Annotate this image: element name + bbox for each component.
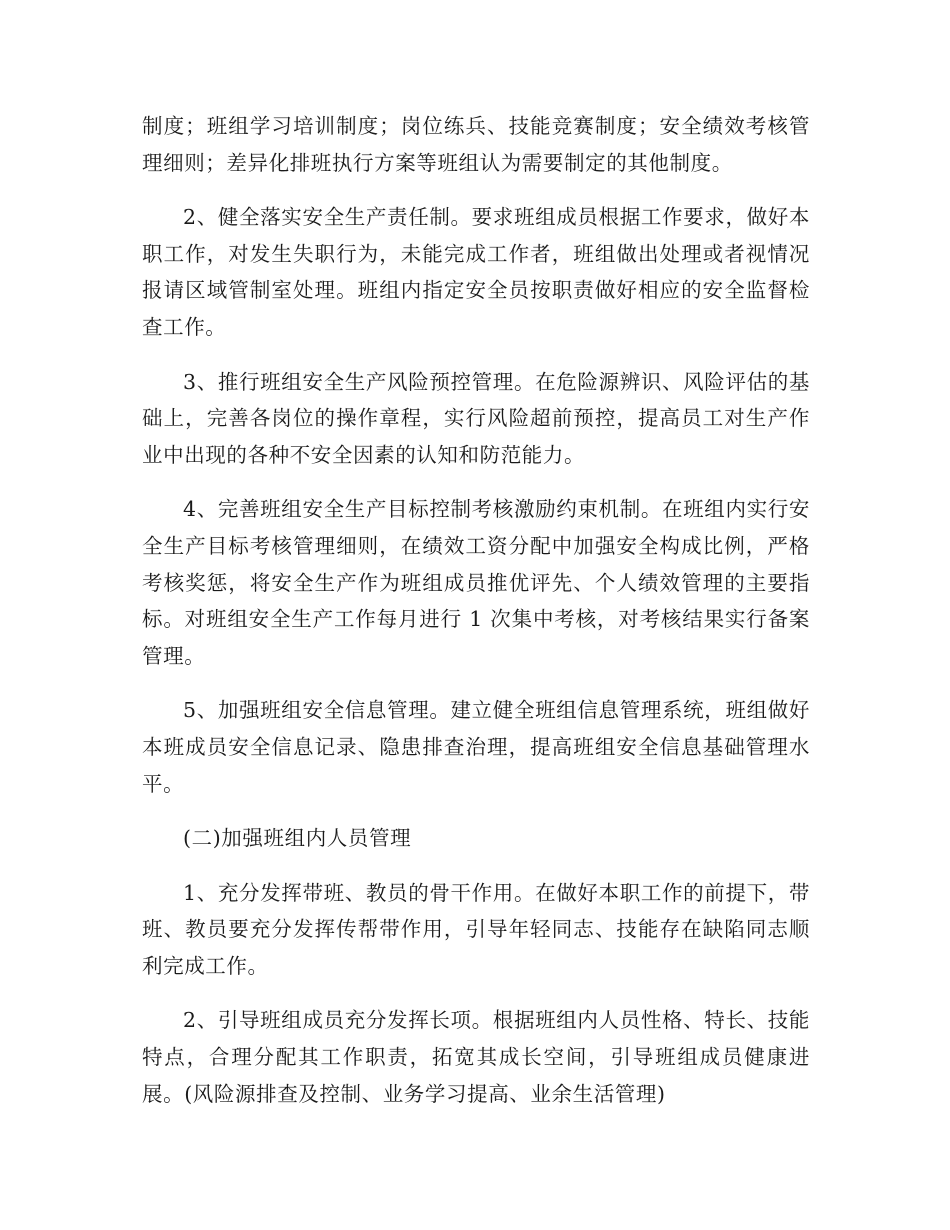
paragraph-item-4: 4、完善班组安全生产目标控制考核激励约束机制。在班组内实行安全生产目标考核管理细则，在绩效工资分配中加强安全构成比例，严格考核奖惩，将安全生产作为班组成员推优评先、个人绩效管理的主要指标。对班组安全生产工作每月进行 1 次集中考核，对考核结果实行备案管理。 [142,497,810,668]
paragraph-item-3: 3、推行班组安全生产风险预控管理。在危险源辨识、风险评估的基础上，完善各岗位的操作章程，实行风险超前预控，提高员工对生产作业中出现的各种不安全因素的认知和防范能力。 [142,369,810,467]
paragraph-item-2b: 2、引导班组成员充分发挥长项。根据班组内人员性格、特长、技能特点，合理分配其工作职责，拓宽其成长空间，引导班组成员健康进展。(风险源排查及控制、业务学习提高、业余生活管理) [142,1008,810,1106]
document-page [142,108,810,1112]
paragraph-item-5: 5、加强班组安全信息管理。建立健全班组信息管理系统，班组做好本班成员安全信息记录、隐患排查治理，提高班组安全信息基础管理水平。 [142,698,810,796]
paragraph-continuation: 制度；班组学习培训制度；岗位练兵、技能竞赛制度；安全绩效考核管理细则；差异化排班执行方案等班组认为需要制定的其他制度。 [142,114,810,175]
paragraph-item-1: 1、充分发挥带班、教员的骨干作用。在做好本职工作的前提下，带班、教员要充分发挥传帮带作用，引导年轻同志、技能存在缺陷同志顺利完成工作。 [142,880,810,978]
section-heading: (二)加强班组内人员管理 [183,826,412,851]
paragraph-item-2: 2、健全落实安全生产责任制。要求班组成员根据工作要求，做好本职工作，对发生失职行为，未能完成工作者，班组做出处理或者视情况报请区域管制室处理。班组内指定安全员按职责做好相应的安全监督检查工作。 [142,205,810,339]
